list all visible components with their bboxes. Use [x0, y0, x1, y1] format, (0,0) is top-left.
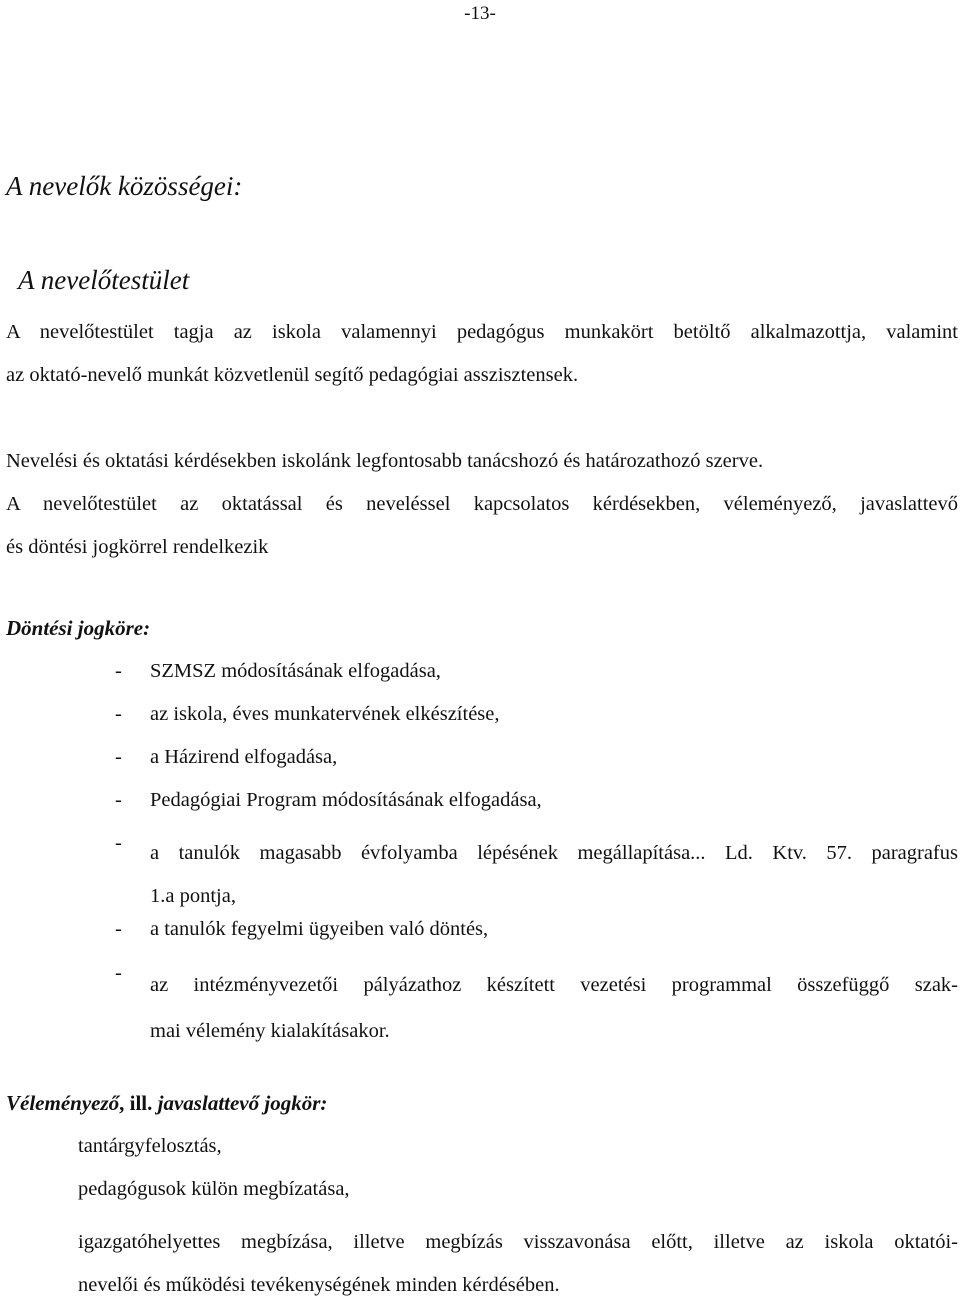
subsection-heading: A nevelőtestület — [18, 265, 190, 295]
decision-item-7-line-2: mai vélemény kialakításakor. — [150, 1020, 390, 1042]
page-number: -13- — [464, 3, 496, 24]
opinion-item-3 — [78, 1221, 958, 1307]
opinion-label-part-3: javaslattevő jogkör: — [157, 1091, 328, 1115]
decision-label: Döntési jogköre: — [6, 616, 151, 640]
intro-line-2: az oktató-nevelő munkát közvetlenül segítő pedagógiai asszisztensek. — [6, 364, 579, 386]
opinion-item-3-line-1: igazgatóhelyettes megbízása, illetve megbízás visszavonása előtt, illetve az iskola oktatói- — [78, 1231, 958, 1253]
opinion-label-part-1: Véleményező — [6, 1091, 120, 1115]
section-heading: A nevelők közösségei: — [6, 171, 243, 201]
opinion-label — [6, 1091, 327, 1116]
decision-item-1: SZMSZ módosításának elfogadása, — [150, 660, 441, 682]
list-dash: - — [115, 789, 122, 811]
decision-item-5-line-2: 1.a pontja, — [150, 885, 236, 907]
opinion-item-3-line-2: nevelői és működési tevékenységének minden kérdésében. — [78, 1274, 560, 1296]
list-dash: - — [115, 832, 122, 854]
decision-item-7 — [150, 962, 958, 1054]
opinion-item-2: pedagógusok külön megbízatása, — [78, 1178, 350, 1200]
list-dash: - — [115, 918, 122, 940]
list-dash: - — [115, 660, 122, 682]
decision-item-4: Pedagógiai Program módosításának elfogadása, — [150, 789, 542, 811]
decision-item-7-line-1: az intézményvezetői pályázathoz készített vezetési programmal összefüggő szak- — [150, 974, 958, 996]
intro-line-4: A nevelőtestület az oktatással és neveléssel kapcsolatos kérdésekben, véleményező, javaslattevő — [6, 493, 958, 515]
decision-item-6: a tanulók fegyelmi ügyeiben való döntés, — [150, 918, 489, 940]
intro-line-5: és döntési jogkörrel rendelkezik — [6, 536, 269, 558]
decision-item-5-line-1: a tanulók magasabb évfolyamba lépésének megállapítása... Ld. Ktv. 57. paragrafus — [150, 842, 958, 864]
decision-item-3: a Házirend elfogadása, — [150, 746, 338, 768]
intro-line-1: A nevelőtestület tagja az iskola valamennyi pedagógus munkakört betöltő alkalmazottja, valamint — [6, 321, 958, 343]
list-dash: - — [115, 962, 122, 984]
intro-paragraph-2 — [6, 440, 958, 569]
list-dash: - — [115, 746, 122, 768]
intro-paragraph — [6, 311, 958, 397]
opinion-item-1: tantárgyfelosztás, — [78, 1135, 222, 1157]
decision-item-5 — [150, 832, 958, 918]
list-dash: - — [115, 703, 122, 725]
opinion-label-part-2: , ill. — [119, 1091, 158, 1115]
decision-item-2: az iskola, éves munkatervének elkészítése, — [150, 703, 500, 725]
intro-line-3: Nevelési és oktatási kérdésekben iskolánk legfontosabb tanácshozó és határozathozó szerve. — [6, 450, 764, 472]
